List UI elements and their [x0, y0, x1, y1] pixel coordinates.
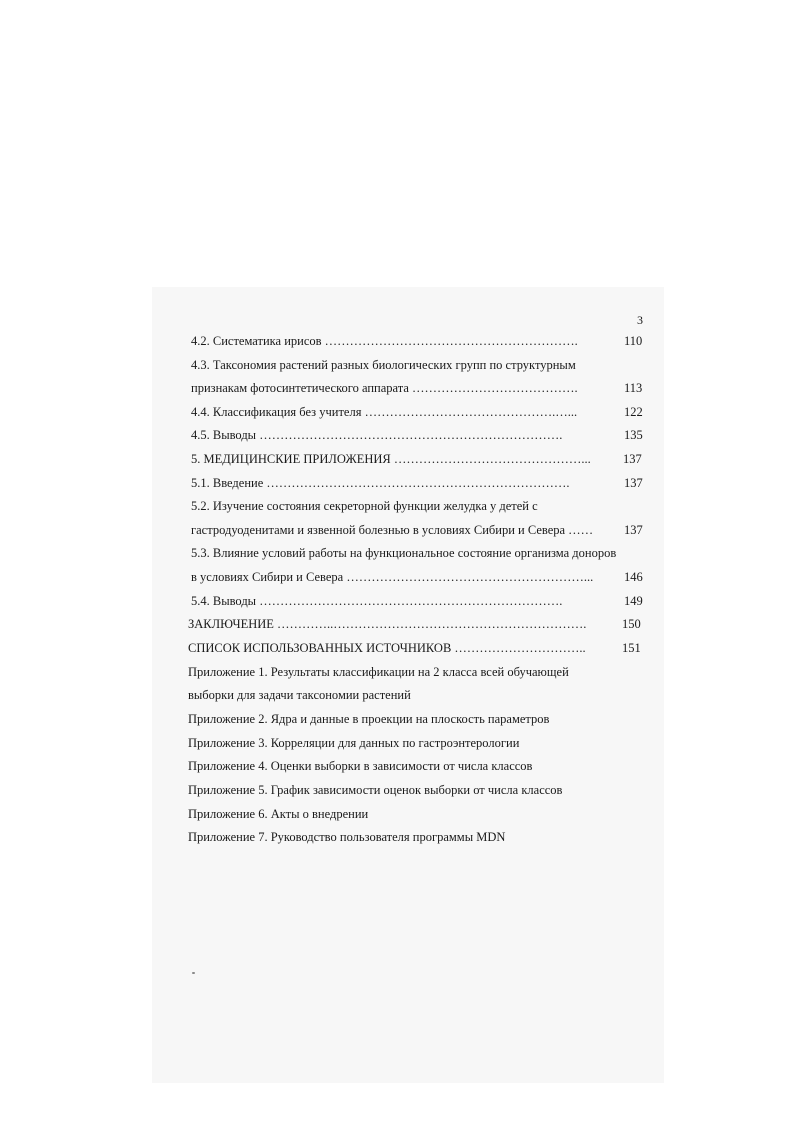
- toc-entry-text: 5.4. Выводы ……………………………………………………………….: [191, 594, 563, 608]
- toc-entry-page: 137: [623, 452, 642, 466]
- scan-speck: [192, 972, 195, 974]
- appendix-entry: Приложение 6. Акты о внедрении: [188, 807, 369, 821]
- appendix-entry: Приложение 2. Ядра и данные в проекции на плоскость параметров: [188, 712, 550, 726]
- toc-entry-page: 137: [624, 476, 643, 490]
- page-number: 3: [637, 313, 643, 327]
- appendix-entry: выборки для задачи таксономии растений: [188, 688, 411, 702]
- appendix-entry: Приложение 5. График зависимости оценок выборки от числа классов: [188, 783, 563, 797]
- toc-entry-text: 4.3. Таксономия растений разных биологических групп по структурным: [191, 358, 576, 372]
- toc-entry-text: в условиях Сибири и Севера …………………………………………………...: [191, 570, 594, 584]
- toc-entry-text: 4.4. Классификация без учителя ……………………………………….…...: [191, 405, 578, 419]
- toc-entry-page: 122: [624, 405, 643, 419]
- toc-entry-page: 150: [622, 617, 641, 631]
- appendix-entry: Приложение 7. Руководство пользователя программы MDN: [188, 830, 506, 844]
- toc-entry-page: 146: [624, 570, 643, 584]
- toc-entry-text: ЗАКЛЮЧЕНИЕ …………..…………………………………………………….: [188, 617, 587, 631]
- toc-entry-page: 113: [624, 381, 643, 395]
- appendix-entry: Приложение 4. Оценки выборки в зависимости от числа классов: [188, 759, 533, 773]
- toc-entry-text: 5.3. Влияние условий работы на функциональное состояние организма доноров: [191, 546, 617, 560]
- appendix-entry: Приложение 1. Результаты классификации на 2 класса всей обучающей: [188, 665, 569, 679]
- toc-entry-page: 110: [624, 334, 643, 348]
- toc-entry-page: 137: [624, 523, 643, 537]
- toc-entry-page: 151: [622, 641, 641, 655]
- toc-entry-text: 4.2. Систематика ирисов …………………………………………………….: [191, 334, 578, 348]
- toc-entry-text: 5. МЕДИЦИНСКИЕ ПРИЛОЖЕНИЯ ………………………………………...: [191, 452, 591, 466]
- appendix-entry: Приложение 3. Корреляции для данных по гастроэнтерологии: [188, 736, 520, 750]
- toc-entry-text: 5.2. Изучение состояния секреторной функции желудка у детей с: [191, 499, 538, 513]
- toc-entry-text: гастродуоденитами и язвенной болезнью в условиях Сибири и Севера ……: [191, 523, 594, 537]
- toc-entry-text: 4.5. Выводы ……………………………………………………………….: [191, 428, 563, 442]
- toc-entry-page: 149: [624, 594, 643, 608]
- toc-entry-text: 5.1. Введение ……………………………………………………………….: [191, 476, 570, 490]
- toc-entry-page: 135: [624, 428, 643, 442]
- toc-entry-text: СПИСОК ИСПОЛЬЗОВАННЫХ ИСТОЧНИКОВ …………………………..: [188, 641, 586, 655]
- toc-entry-text: признакам фотосинтетического аппарата ………………………………….: [191, 381, 578, 395]
